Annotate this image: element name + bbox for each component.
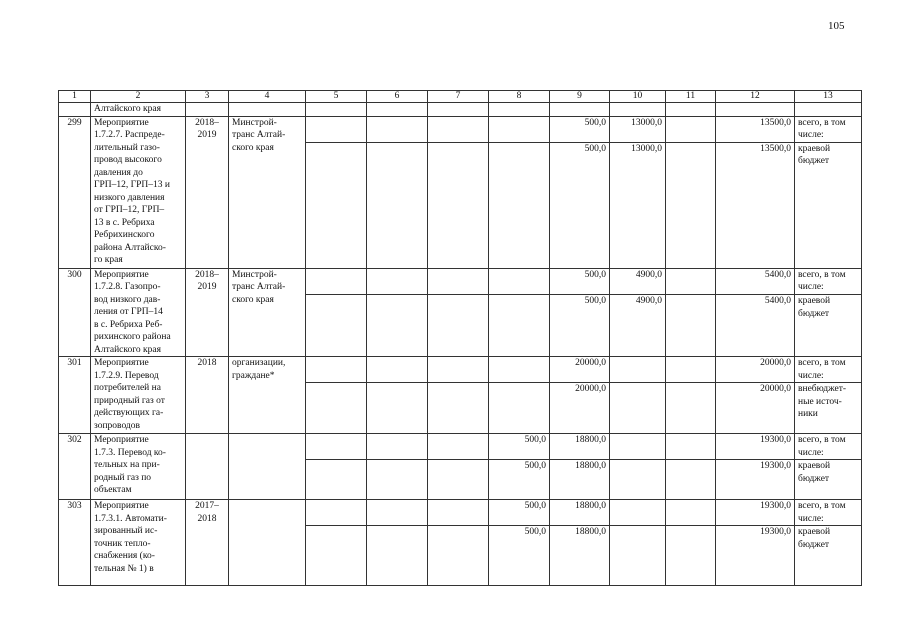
- funding-source: всего, в том числе:: [795, 434, 862, 460]
- row-number: 302: [59, 434, 91, 500]
- funding-source: краевой бюджет: [795, 460, 862, 500]
- column-header-1: 1: [59, 91, 91, 103]
- funding-source: всего, в том числе:: [795, 357, 862, 383]
- col-11-value: [666, 383, 716, 434]
- total-value: 20000,0: [716, 383, 795, 434]
- col-5-value: [306, 383, 367, 434]
- col-7-value: [428, 383, 489, 434]
- table-row: [59, 116, 862, 142]
- funding-source: всего, в том числе:: [795, 116, 862, 142]
- column-header-8: 8: [489, 91, 550, 103]
- col-5-value: [306, 526, 367, 586]
- continuation-col-3: [186, 103, 229, 117]
- column-header-2: 2: [91, 91, 186, 103]
- total-value: 19300,0: [716, 526, 795, 586]
- column-header-11: 11: [666, 91, 716, 103]
- col-6-value: [367, 142, 428, 268]
- col-11-value: [666, 460, 716, 500]
- program-table: [58, 90, 862, 586]
- row-number: 300: [59, 268, 91, 357]
- activity-name: Мероприятие 1.7.3. Перевод ко- тельных на при- родный газ по объектам: [91, 434, 186, 500]
- column-header-13: 13: [795, 91, 862, 103]
- col-5-value: [306, 357, 367, 383]
- col-9-value: 500,0: [550, 268, 610, 295]
- funding-source: краевой бюджет: [795, 142, 862, 268]
- col-11-value: [666, 526, 716, 586]
- col-10-value: 13000,0: [610, 142, 666, 268]
- col-11-value: [666, 500, 716, 526]
- continuation-row: [59, 103, 862, 117]
- total-value: 19300,0: [716, 434, 795, 460]
- column-header-3: 3: [186, 91, 229, 103]
- col-9-value: 500,0: [550, 142, 610, 268]
- page-number: 105: [828, 20, 845, 32]
- col-11-value: [666, 357, 716, 383]
- col-5-value: [306, 295, 367, 357]
- total-value: 13500,0: [716, 142, 795, 268]
- total-value: 19300,0: [716, 500, 795, 526]
- col-6-value: [367, 526, 428, 586]
- col-8-value: 500,0: [489, 434, 550, 460]
- col-9-value: 18800,0: [550, 500, 610, 526]
- col-9-value: 20000,0: [550, 357, 610, 383]
- col-9-value: 500,0: [550, 295, 610, 357]
- col-6-value: [367, 357, 428, 383]
- continuation-text: Алтайского края: [91, 103, 186, 117]
- total-value: 13500,0: [716, 116, 795, 142]
- col-8-value: [489, 142, 550, 268]
- col-10-value: [610, 526, 666, 586]
- total-value: 19300,0: [716, 460, 795, 500]
- continuation-col-11: [666, 103, 716, 117]
- total-value: 20000,0: [716, 357, 795, 383]
- col-9-value: 500,0: [550, 116, 610, 142]
- activity-name: Мероприятие 1.7.2.7. Распреде- лительный газо- провод высокого давления до ГРП–12, ГРП–13 и низкого давления от ГРП–12, ГРП– 13 в с. Ребриха Ребрихинского района Алтайско- го края: [91, 116, 186, 268]
- total-value: 5400,0: [716, 268, 795, 295]
- continuation-col-12: [716, 103, 795, 117]
- col-7-value: [428, 357, 489, 383]
- continuation-col-7: [428, 103, 489, 117]
- col-10-value: [610, 500, 666, 526]
- table-row: [59, 268, 862, 295]
- col-7-value: [428, 526, 489, 586]
- col-7-value: [428, 460, 489, 500]
- activity-name: Мероприятие 1.7.2.8. Газопро- вод низкого дав- ления от ГРП–14 в с. Ребриха Реб- рихинского района Алтайского края: [91, 268, 186, 357]
- continuation-col-5: [306, 103, 367, 117]
- row-number: 301: [59, 357, 91, 434]
- col-6-value: [367, 460, 428, 500]
- column-header-5: 5: [306, 91, 367, 103]
- col-5-value: [306, 460, 367, 500]
- col-6-value: [367, 383, 428, 434]
- continuation-no: [59, 103, 91, 117]
- col-7-value: [428, 142, 489, 268]
- total-value: 5400,0: [716, 295, 795, 357]
- col-10-value: 4900,0: [610, 268, 666, 295]
- implementation-years: 2018– 2019: [186, 268, 229, 357]
- col-6-value: [367, 116, 428, 142]
- col-8-value: [489, 295, 550, 357]
- executor: [229, 434, 306, 500]
- col-10-value: [610, 357, 666, 383]
- executor: Минстрой- транс Алтай- ского края: [229, 268, 306, 357]
- implementation-years: 2017– 2018: [186, 500, 229, 586]
- col-11-value: [666, 116, 716, 142]
- col-8-value: 500,0: [489, 526, 550, 586]
- col-10-value: 13000,0: [610, 116, 666, 142]
- funding-source: внебюджет- ные источ- ники: [795, 383, 862, 434]
- col-6-value: [367, 500, 428, 526]
- header-row: [59, 91, 862, 103]
- col-8-value: [489, 268, 550, 295]
- table-row: [59, 357, 862, 383]
- executor: организации, граждане*: [229, 357, 306, 434]
- implementation-years: [186, 434, 229, 500]
- executor: [229, 500, 306, 586]
- continuation-col-4: [229, 103, 306, 117]
- column-header-4: 4: [229, 91, 306, 103]
- activity-name: Мероприятие 1.7.3.1. Автомати- зированный ис- точник тепло- снабжения (ко- тельная № 1) в: [91, 500, 186, 586]
- col-6-value: [367, 268, 428, 295]
- row-number: 299: [59, 116, 91, 268]
- funding-source: всего, в том числе:: [795, 268, 862, 295]
- continuation-col-9: [550, 103, 610, 117]
- col-9-value: 18800,0: [550, 526, 610, 586]
- col-10-value: 4900,0: [610, 295, 666, 357]
- col-8-value: [489, 383, 550, 434]
- col-5-value: [306, 434, 367, 460]
- funding-source: краевой бюджет: [795, 295, 862, 357]
- implementation-years: 2018: [186, 357, 229, 434]
- table-row: [59, 434, 862, 460]
- col-7-value: [428, 268, 489, 295]
- col-11-value: [666, 142, 716, 268]
- col-8-value: [489, 116, 550, 142]
- column-header-10: 10: [610, 91, 666, 103]
- col-11-value: [666, 295, 716, 357]
- column-header-7: 7: [428, 91, 489, 103]
- continuation-col-13: [795, 103, 862, 117]
- continuation-col-6: [367, 103, 428, 117]
- table-row: [59, 500, 862, 526]
- row-number: 303: [59, 500, 91, 586]
- col-8-value: [489, 357, 550, 383]
- col-5-value: [306, 116, 367, 142]
- column-header-12: 12: [716, 91, 795, 103]
- col-5-value: [306, 268, 367, 295]
- funding-source: краевой бюджет: [795, 526, 862, 586]
- col-7-value: [428, 116, 489, 142]
- col-9-value: 18800,0: [550, 460, 610, 500]
- col-6-value: [367, 434, 428, 460]
- col-11-value: [666, 434, 716, 460]
- implementation-years: 2018– 2019: [186, 116, 229, 268]
- col-10-value: [610, 460, 666, 500]
- column-header-6: 6: [367, 91, 428, 103]
- col-9-value: 20000,0: [550, 383, 610, 434]
- col-7-value: [428, 500, 489, 526]
- col-5-value: [306, 500, 367, 526]
- col-8-value: 500,0: [489, 500, 550, 526]
- continuation-col-10: [610, 103, 666, 117]
- col-10-value: [610, 383, 666, 434]
- col-6-value: [367, 295, 428, 357]
- executor: Минстрой- транс Алтай- ского края: [229, 116, 306, 268]
- column-header-9: 9: [550, 91, 610, 103]
- col-10-value: [610, 434, 666, 460]
- activity-name: Мероприятие 1.7.2.9. Перевод потребителей на природный газ от действующих га- зопроводов: [91, 357, 186, 434]
- col-7-value: [428, 434, 489, 460]
- col-8-value: 500,0: [489, 460, 550, 500]
- col-9-value: 18800,0: [550, 434, 610, 460]
- funding-source: всего, в том числе:: [795, 500, 862, 526]
- continuation-col-8: [489, 103, 550, 117]
- col-5-value: [306, 142, 367, 268]
- col-7-value: [428, 295, 489, 357]
- col-11-value: [666, 268, 716, 295]
